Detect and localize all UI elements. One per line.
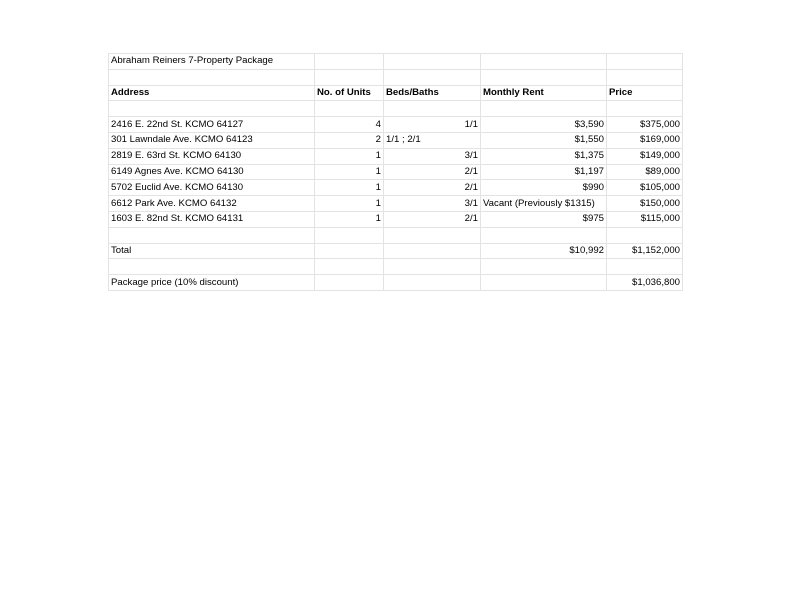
total-label[interactable]: Total — [109, 243, 315, 259]
cell-price[interactable]: $115,000 — [607, 211, 683, 227]
cell-rent[interactable]: Vacant (Previously $1315) — [481, 196, 607, 212]
cell-price[interactable]: $105,000 — [607, 180, 683, 196]
cell-address[interactable]: 1603 E. 82nd St. KCMO 64131 — [109, 211, 315, 227]
header-beds-baths[interactable]: Beds/Baths — [384, 85, 481, 101]
header-address[interactable]: Address — [109, 85, 315, 101]
cell-address[interactable]: 2416 E. 22nd St. KCMO 64127 — [109, 117, 315, 133]
package-row — [109, 275, 683, 291]
cell-price[interactable]: $149,000 — [607, 148, 683, 164]
cell-address[interactable]: 2819 E. 63rd St. KCMO 64130 — [109, 148, 315, 164]
cell-rent[interactable]: $1,375 — [481, 148, 607, 164]
spreadsheet-table — [108, 53, 683, 291]
cell-beds-baths[interactable]: 2/1 — [384, 180, 481, 196]
title-row — [109, 54, 683, 70]
property-row — [109, 211, 683, 227]
cell-rent[interactable]: $1,550 — [481, 132, 607, 148]
cell-beds-baths[interactable]: 2/1 — [384, 164, 481, 180]
total-rent[interactable]: $10,992 — [481, 243, 607, 259]
total-row — [109, 243, 683, 259]
cell-address[interactable]: 6612 Park Ave. KCMO 64132 — [109, 196, 315, 212]
cell-units[interactable]: 1 — [315, 211, 384, 227]
cell-rent[interactable]: $3,590 — [481, 117, 607, 133]
cell-units[interactable]: 1 — [315, 164, 384, 180]
blank-row — [109, 259, 683, 275]
property-row — [109, 132, 683, 148]
cell-price[interactable]: $89,000 — [607, 164, 683, 180]
cell-price[interactable]: $169,000 — [607, 132, 683, 148]
cell-beds-baths[interactable]: 3/1 — [384, 148, 481, 164]
cell-rent[interactable]: $975 — [481, 211, 607, 227]
blank-row — [109, 227, 683, 243]
header-units[interactable]: No. of Units — [315, 85, 384, 101]
cell-beds-baths[interactable]: 2/1 — [384, 211, 481, 227]
cell-units[interactable]: 1 — [315, 148, 384, 164]
cell-beds-baths[interactable]: 3/1 — [384, 196, 481, 212]
cell-address[interactable]: 301 Lawndale Ave. KCMO 64123 — [109, 132, 315, 148]
sheet-title[interactable]: Abraham Reiners 7-Property Package — [109, 54, 315, 70]
cell-price[interactable]: $375,000 — [607, 117, 683, 133]
cell-address[interactable]: 5702 Euclid Ave. KCMO 64130 — [109, 180, 315, 196]
blank-row — [109, 101, 683, 117]
property-row — [109, 117, 683, 133]
cell-address[interactable]: 6149 Agnes Ave. KCMO 64130 — [109, 164, 315, 180]
cell-beds-baths[interactable]: 1/1 ; 2/1 — [384, 132, 481, 148]
cell-rent[interactable]: $1,197 — [481, 164, 607, 180]
cell-price[interactable]: $150,000 — [607, 196, 683, 212]
header-row — [109, 85, 683, 101]
property-row — [109, 180, 683, 196]
package-label[interactable]: Package price (10% discount) — [109, 275, 315, 291]
cell-units[interactable]: 4 — [315, 117, 384, 133]
cell-units[interactable]: 2 — [315, 132, 384, 148]
package-price[interactable]: $1,036,800 — [607, 275, 683, 291]
cell-beds-baths[interactable]: 1/1 — [384, 117, 481, 133]
property-row — [109, 196, 683, 212]
header-rent[interactable]: Monthly Rent — [481, 85, 607, 101]
header-price[interactable]: Price — [607, 85, 683, 101]
property-row — [109, 164, 683, 180]
cell-units[interactable]: 1 — [315, 180, 384, 196]
total-price[interactable]: $1,152,000 — [607, 243, 683, 259]
blank-row — [109, 69, 683, 85]
cell-units[interactable]: 1 — [315, 196, 384, 212]
property-row — [109, 148, 683, 164]
cell-rent[interactable]: $990 — [481, 180, 607, 196]
